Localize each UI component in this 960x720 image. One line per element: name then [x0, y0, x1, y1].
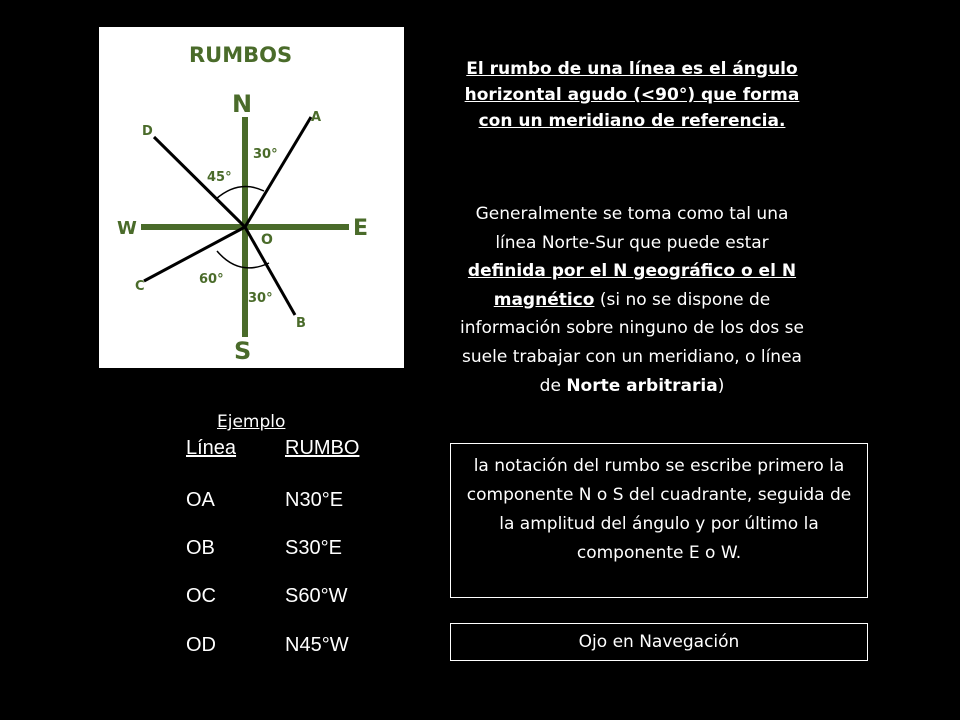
header-bearing: RUMBO: [285, 437, 360, 459]
row-line: OD: [186, 634, 216, 656]
label-d: D: [142, 124, 153, 139]
row-bearing: S60°W: [285, 585, 348, 607]
table-row: [186, 585, 386, 615]
bearings-svg: [99, 27, 404, 368]
explanation-bold: Norte arbitraria: [566, 375, 718, 396]
angle-od-label: 45°: [207, 170, 232, 185]
label-a: A: [311, 110, 322, 125]
example-label: Ejemplo: [217, 412, 286, 432]
explanation-underlined: definida por el N geográfico o el N magnético: [467, 261, 797, 310]
row-bearing: S30°E: [285, 537, 342, 559]
notation-note-box: la notación del rumbo se escribe primero la componente N o S del cuadrante, seguida de la amplitud del ángulo y por último la componente E o W.: [450, 443, 868, 598]
row-bearing: N30°E: [285, 489, 344, 511]
table-row: [186, 537, 386, 567]
angle-oa-label: 30°: [253, 147, 278, 162]
header-line: Línea: [186, 437, 237, 459]
table-row: [186, 489, 386, 519]
label-south: S: [234, 337, 252, 365]
explanation-text: [458, 200, 806, 400]
label-west: W: [117, 218, 137, 239]
row-bearing: N45°W: [285, 634, 349, 656]
explanation-part2: (si no se dispone de información sobre ninguno de los dos se suele trabajar con un meridiano, o línea de: [460, 289, 804, 396]
row-line: OA: [186, 489, 215, 511]
line-oc: [144, 227, 245, 281]
label-east: E: [353, 216, 369, 241]
table-row: [186, 634, 386, 664]
bearings-diagram: [99, 27, 404, 368]
angle-oc-label: 60°: [199, 272, 224, 287]
explanation-part3: ): [717, 375, 725, 396]
row-line: OC: [186, 585, 216, 607]
label-c: C: [135, 279, 145, 294]
navigation-note-box: Ojo en Navegación: [450, 623, 868, 661]
label-north: N: [232, 90, 253, 118]
row-line: OB: [186, 537, 215, 559]
definition-text: El rumbo de una línea es el ángulo horizontal agudo (<90°) que forma con un meridiano de referencia.: [464, 59, 800, 131]
arc-45: [216, 187, 264, 200]
explanation-part1: Generalmente se toma como tal una línea Norte-Sur que puede estar: [475, 204, 789, 253]
label-origin: O: [261, 232, 273, 248]
table-header: [186, 437, 386, 467]
angle-ob-label: 30°: [248, 291, 273, 306]
line-oa: [245, 117, 311, 227]
diagram-title: RUMBOS: [189, 43, 293, 67]
label-b: B: [296, 316, 306, 331]
